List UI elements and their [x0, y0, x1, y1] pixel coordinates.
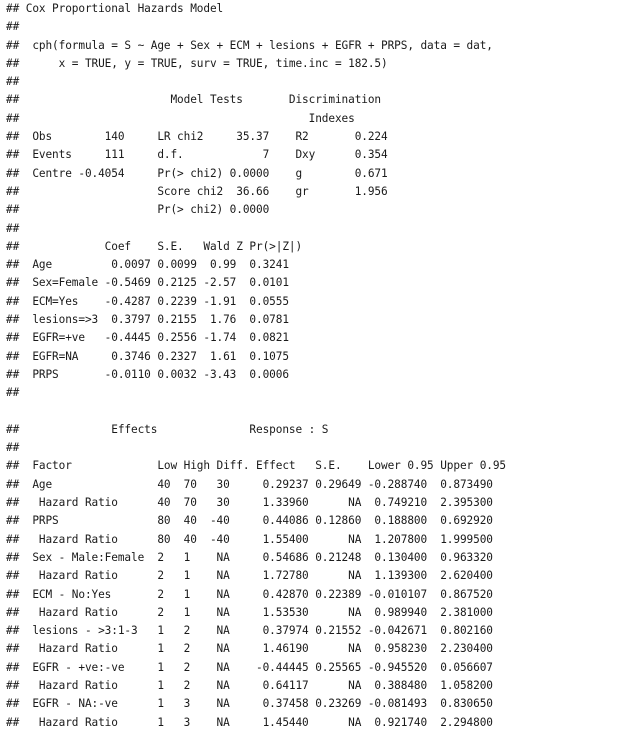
output-line: ## Events 111 d.f. 7 Dxy 0.354 — [6, 148, 388, 162]
output-line: ## Pr(> chi2) 0.0000 — [6, 203, 270, 217]
output-line: ## PRPS -0.0110 0.0032 -3.43 0.0006 — [6, 367, 289, 381]
output-line: ## Sex - Male:Female 2 1 NA 0.54686 0.21248 0.130400 0.963320 — [6, 550, 493, 564]
output-line: ## Obs 140 LR chi2 35.37 R2 0.224 — [6, 130, 388, 144]
output-line: ## — [6, 386, 20, 400]
output-line: ## EGFR - NA:-ve 1 3 NA 0.37458 0.23269 -0.081493 0.830650 — [6, 697, 493, 711]
output-line: ## Coef S.E. Wald Z Pr(>|Z|) — [6, 239, 303, 253]
output-line: ## PRPS 80 40 -40 0.44086 0.12860 0.188800 0.692920 — [6, 514, 493, 528]
output-line: ## ECM=Yes -0.4287 0.2239 -1.91 0.0555 — [6, 294, 289, 308]
output-line: ## — [6, 20, 20, 34]
output-line: ## — [6, 75, 20, 89]
output-line: ## EGFR - +ve:-ve 1 2 NA -0.44445 0.25565 -0.945520 0.056607 — [6, 660, 493, 674]
output-line: ## — [6, 441, 20, 455]
output-line — [6, 403, 618, 421]
output-line: ## lesions=>3 0.3797 0.2155 1.76 0.0781 — [6, 313, 289, 327]
output-line: ## Factor Low High Diff. Effect S.E. Lower 0.95 Upper 0.95 — [6, 459, 507, 473]
output-line: ## Hazard Ratio 2 1 NA 1.53530 NA 0.989940 2.381000 — [6, 605, 493, 619]
output-line: ## cph(formula = S ~ Age + Sex + ECM + lesions + EGFR + PRPS, data = dat, — [6, 38, 493, 52]
output-line: ## Effects Response : S — [6, 422, 329, 436]
output-line: ## — [6, 221, 20, 235]
output-line: ## EGFR=NA 0.3746 0.2327 1.61 0.1075 — [6, 349, 289, 363]
output-line: ## Score chi2 36.66 gr 1.956 — [6, 184, 388, 198]
output-line: ## Hazard Ratio 40 70 30 1.33960 NA 0.749210 2.395300 — [6, 496, 493, 510]
output-line: ## Hazard Ratio 80 40 -40 1.55400 NA 1.207800 1.999500 — [6, 532, 493, 546]
output-line: ## Indexes — [6, 111, 355, 125]
output-line: ## Hazard Ratio 2 1 NA 1.72780 NA 1.139300 2.620400 — [6, 569, 493, 583]
output-line: ## Centre -0.4054 Pr(> chi2) 0.0000 g 0.671 — [6, 166, 388, 180]
output-line: ## Hazard Ratio 1 2 NA 0.64117 NA 0.388480 1.058200 — [6, 678, 493, 692]
output-line: ## Sex=Female -0.5469 0.2125 -2.57 0.0101 — [6, 276, 289, 290]
output-line: ## Age 40 70 30 0.29237 0.29649 -0.288740 0.873490 — [6, 477, 493, 491]
output-line: ## Hazard Ratio 1 3 NA 1.45440 NA 0.921740 2.294800 — [6, 715, 493, 729]
output-line: ## Hazard Ratio 1 2 NA 1.46190 NA 0.958230 2.230400 — [6, 642, 493, 656]
output-line: ## ECM - No:Yes 2 1 NA 0.42870 0.22389 -0.010107 0.867520 — [6, 587, 493, 601]
output-line: ## x = TRUE, y = TRUE, surv = TRUE, time.inc = 182.5) — [6, 56, 388, 70]
output-line: ## Cox Proportional Hazards Model — [6, 2, 224, 15]
output-line: ## Model Tests Discrimination — [6, 93, 382, 107]
output-line: ## lesions - >3:1-3 1 2 NA 0.37974 0.21552 -0.042671 0.802160 — [6, 624, 493, 638]
output-line: ## Age 0.0097 0.0099 0.99 0.3241 — [6, 258, 289, 272]
output-line: ## EGFR=+ve -0.4445 0.2556 -1.74 0.0821 — [6, 331, 289, 345]
